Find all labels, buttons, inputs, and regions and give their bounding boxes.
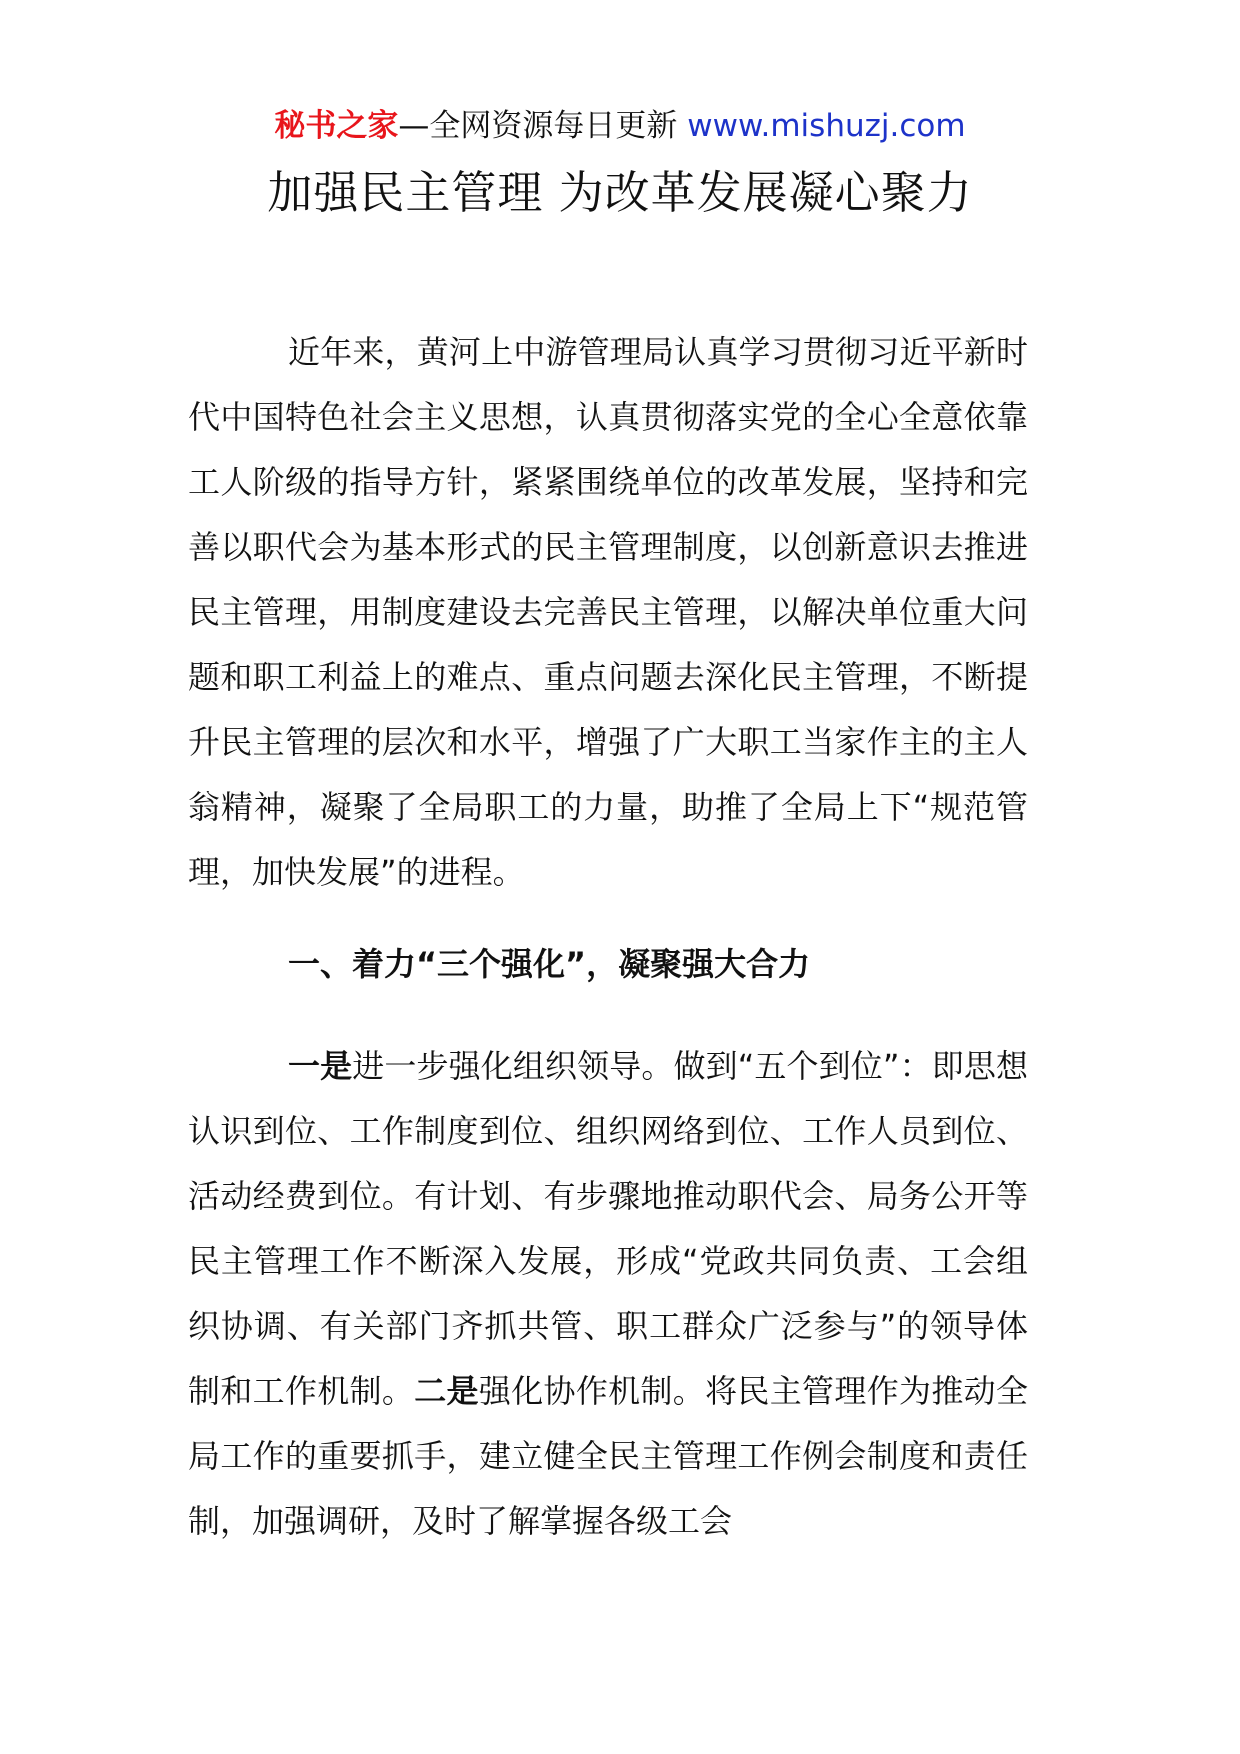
brand-name: 秘书之家 [274, 108, 399, 144]
site-banner [0, 104, 1240, 148]
paragraph-section-1 [188, 1034, 1028, 1554]
document-title: 加强民主管理 为改革发展凝心聚力 [267, 166, 973, 219]
banner-tagline: —全网资源每日更新 [398, 108, 688, 144]
paragraph-intro: 近年来，黄河上中游管理局认真学习贯彻习近平新时代中国特色社会主义思想，认真贯彻落实党的全心全意依靠工人阶级的指导方针，紧紧围绕单位的改革发展，坚持和完善以职代会为基本形式的民主管理制度，以创新意识去推进民主管理，用制度建设去完善民主管理，以解决单位重大问题和职工利益上的难点、重点问题去深化民主管理，不断提升民主管理的层次和水平，增强了广大职工当家作主的主人翁精神，凝聚了全局职工的力量，助推了全局上下“规范管理，加快发展”的进程。 [188, 333, 1028, 891]
section-heading-1: 一、着力“三个强化”，凝聚强大合力 [288, 945, 811, 983]
site-url-link[interactable]: www.mishuzj.com [687, 108, 966, 144]
lead-phrase-1: 一是 [288, 1047, 353, 1085]
paragraph-text-2: 强化协作机制。将民主管理作为推动全局工作的重要抓手，建立健全民主管理工作例会制度和责任制，加强调研，及时了解掌握各级工会 [188, 1372, 1028, 1540]
lead-phrase-2: 二是 [414, 1372, 479, 1410]
paragraph-text-1: 进一步强化组织领导。做到“五个到位”：即思想认识到位、工作制度到位、组织网络到位、工作人员到位、活动经费到位。有计划、有步骤地推动职代会、局务公开等民主管理工作不断深入发展，形成“党政共同负责、工会组织协调、有关部门齐抓共管、职工群众广泛参与”的领导体制和工作机制。 [188, 1047, 1028, 1410]
